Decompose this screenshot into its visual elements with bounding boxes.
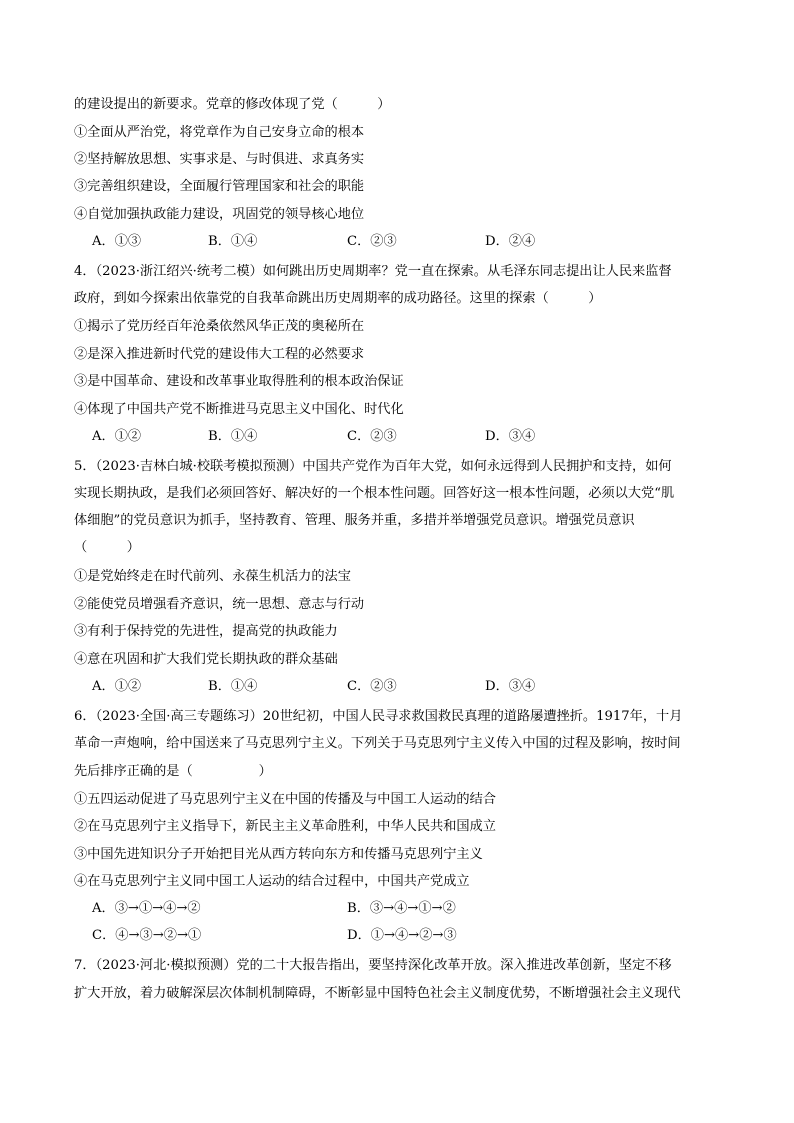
q7-stem-line-1: 7．（2023·河北·模拟预测）党的二十大报告指出，要坚持深化改革开放。深入推进改革创新，坚定不移: [74, 958, 672, 973]
q3-item-4: ④自觉加强执政能力建设，巩固党的领导核心地位: [74, 207, 365, 222]
q4-item-1: ①揭示了党历经百年沧桑依然风华正茂的奥秘所在: [74, 319, 365, 334]
q3-option-a: A．①③: [92, 234, 142, 249]
q3-item-3: ③完善组织建设，全面履行管理国家和社会的职能: [74, 179, 365, 194]
q4-item-4: ④体现了中国共产党不断推进马克思主义中国化、时代化: [74, 402, 404, 417]
q5-option-a: A．①②: [92, 679, 142, 694]
q4-option-c: C．②③: [347, 429, 397, 444]
q6-stem-line-3: 先后排序正确的是（ ）: [74, 764, 272, 779]
q5-option-c: C．②③: [347, 679, 397, 694]
q4-item-3: ③是中国革命、建设和改革事业取得胜利的根本政治保证: [74, 374, 404, 389]
q4-item-2: ②是深入推进新时代党的建设伟大工程的必然要求: [74, 347, 365, 362]
q5-option-b: B．①④: [208, 679, 258, 694]
q6-option-c: C．④→③→②→①: [92, 928, 202, 943]
q6-stem-line-2: 革命一声炮响，给中国送来了马克思列宁主义。下列关于马克思列宁主义传入中国的过程及影响，按时间: [74, 736, 681, 751]
q6-option-a: A．③→①→④→②: [92, 901, 201, 916]
q4-option-a: A．①②: [92, 429, 142, 444]
q4-stem-line-1: 4．（2023·浙江绍兴·统考二模）如何跳出历史周期率？党一直在探索。从毛泽东同志提出让人民来监督: [74, 264, 672, 279]
q3-option-b: B．①④: [208, 234, 258, 249]
q3-item-1: ①全面从严治党，将党章作为自己安身立命的根本: [74, 125, 365, 140]
q6-item-4: ④在马克思列宁主义同中国工人运动的结合过程中，中国共产党成立: [74, 874, 470, 889]
q7-stem-line-2: 扩大开放，着力破解深层次体制机制障碍，不断彰显中国特色社会主义制度优势，不断增强社会主义现代: [74, 986, 681, 1001]
q5-option-d: D．③④: [485, 679, 536, 694]
q5-stem-line-4: （ ）: [74, 540, 140, 555]
q5-item-1: ①是党始终走在时代前列、永葆生机活力的法宝: [74, 569, 351, 584]
q4-stem-line-2: 政府，到如今探索出依靠党的自我革命跳出历史周期率的成功路径。这里的探索（ ）: [74, 291, 602, 306]
q5-item-3: ③有利于保持党的先进性，提高党的执政能力: [74, 624, 338, 639]
q6-option-b: B．③→④→①→②: [347, 901, 456, 916]
q6-stem-line-1: 6．（2023·全国·高三专题练习）20世纪初，中国人民寻求救国救民真理的道路屡遭挫折。1917年，十月: [74, 709, 683, 724]
q5-stem-line-2: 实现长期执政，是我们必须回答好、解决好的一个根本性问题。回答好这一根本性问题，必须以大党“肌: [74, 486, 675, 501]
q5-stem-line-1: 5．（2023·吉林白城·校联考模拟预测）中国共产党作为百年大党，如何永远得到人民拥护和支持，如何: [74, 459, 672, 474]
q4-option-b: B．①④: [208, 429, 258, 444]
q5-item-4: ④意在巩固和扩大我们党长期执政的群众基础: [74, 652, 338, 667]
q5-stem-line-3: 体细胞”的党员意识为抓手，坚持教育、管理、服务并重，多措并举增强党员意识。增强党员意识: [74, 513, 635, 528]
q6-option-d: D．①→④→②→③: [347, 928, 457, 943]
q6-item-2: ②在马克思列宁主义指导下，新民主主义革命胜利，中华人民共和国成立: [74, 819, 496, 834]
q3-item-2: ②坚持解放思想、实事求是、与时俱进、求真务实: [74, 152, 365, 167]
q3-option-c: C．②③: [347, 234, 397, 249]
q3-option-d: D．②④: [485, 234, 536, 249]
q6-item-1: ①五四运动促进了马克思列宁主义在中国的传播及与中国工人运动的结合: [74, 792, 496, 807]
q6-item-3: ③中国先进知识分子开始把目光从西方转向东方和传播马克思列宁主义: [74, 847, 483, 862]
q3-stem-tail: 的建设提出的新要求。党章的修改体现了党（ ）: [74, 97, 391, 112]
q5-item-2: ②能使党员增强看齐意识，统一思想、意志与行动: [74, 597, 365, 612]
q4-option-d: D．③④: [485, 429, 536, 444]
